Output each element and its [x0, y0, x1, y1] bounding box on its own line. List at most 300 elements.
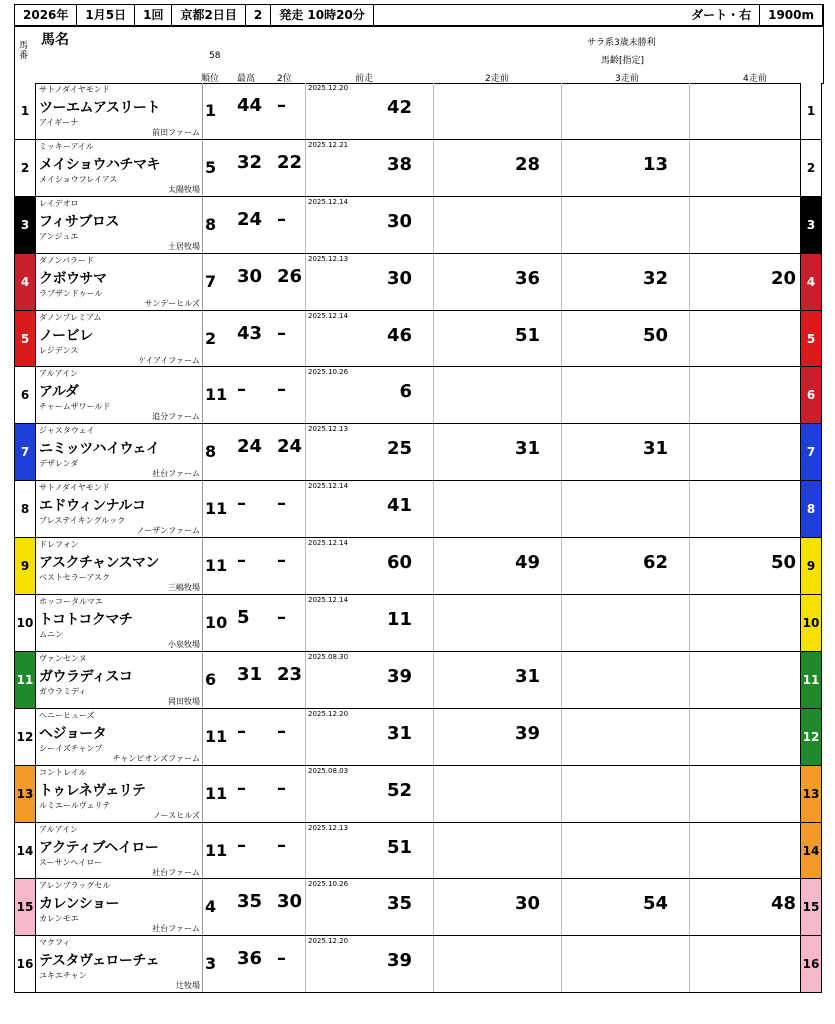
horse-name: ツーエムアスリート	[39, 100, 160, 116]
horse-table	[14, 83, 822, 993]
past-race	[305, 538, 434, 594]
speed-figure: 6	[399, 381, 412, 403]
horse-info	[37, 936, 203, 992]
speed-figure: 42	[386, 97, 412, 118]
col-second: 2位	[277, 74, 292, 84]
place: 京都2日目	[172, 5, 245, 25]
speed-figure: 39	[514, 722, 540, 744]
past-race	[561, 936, 690, 992]
second-figure: –	[277, 208, 286, 230]
col-horse-name: 馬名	[41, 32, 69, 48]
sire: ヴァンセンヌ	[39, 653, 87, 663]
past-race	[433, 311, 562, 367]
race-date: 2025.12.14	[308, 197, 349, 206]
rank: 11	[205, 783, 228, 803]
umaban: 15	[15, 879, 36, 935]
umaban: 11	[15, 652, 36, 708]
date: 1月5日	[77, 5, 135, 25]
dam: チャームザワールド	[39, 402, 111, 412]
breeder: 社台ファーム	[152, 469, 200, 479]
dam: メイショウフレイアス	[39, 174, 118, 184]
speed-figure: 62	[642, 552, 668, 574]
past-race	[689, 595, 818, 651]
rank: 5	[205, 157, 217, 177]
distance: 1900m	[760, 5, 823, 25]
umaban-right: 9	[800, 538, 821, 594]
kai: 1回	[135, 5, 172, 25]
table-row	[14, 197, 822, 254]
dam: プレステイキングルック	[39, 516, 126, 526]
past-race	[689, 766, 818, 822]
race-date: 2025.12.20	[308, 709, 349, 718]
sire: サトノダイヤモンド	[39, 85, 110, 94]
rank: 3	[205, 954, 217, 974]
breeder: 辻牧場	[176, 981, 200, 991]
race-date: 2025.10.26	[308, 880, 349, 889]
speed-figure: 48	[770, 893, 796, 915]
sire: アルアイン	[39, 369, 78, 379]
table-row	[14, 936, 822, 993]
rank: 6	[205, 669, 217, 689]
umaban-right: 7	[800, 424, 821, 480]
umaban-right: 10	[800, 595, 821, 651]
umaban-right: 8	[800, 481, 821, 537]
umaban: 1	[15, 83, 36, 139]
horse-name: メイショウハチマキ	[39, 156, 160, 173]
speed-figure: 41	[386, 495, 412, 517]
past-race	[689, 83, 818, 139]
second-figure: 23	[277, 663, 303, 685]
second-figure: –	[277, 777, 286, 799]
second-figure: –	[277, 550, 286, 572]
horse-info	[37, 879, 203, 935]
past-race	[561, 652, 690, 708]
speed-figure: 51	[514, 324, 540, 346]
dam: スーサンヘイロー	[39, 857, 103, 867]
best-figure: –	[237, 550, 246, 572]
second-figure: –	[277, 607, 286, 629]
dam: アンジュエ	[39, 231, 79, 241]
horse-info	[37, 83, 203, 139]
past-race	[433, 652, 562, 708]
best-figure: 30	[237, 265, 263, 287]
column-header	[14, 26, 824, 84]
past-race	[689, 879, 818, 935]
past-race	[305, 140, 434, 196]
second-figure: 26	[277, 265, 303, 287]
breeder: ノーザンファーム	[136, 526, 200, 536]
sire: サトノダイヤモンド	[39, 483, 110, 493]
sire: アルアイン	[39, 824, 78, 834]
table-row	[14, 709, 822, 766]
col-best: 最高	[237, 74, 256, 84]
horse-info	[37, 595, 203, 651]
past-race	[561, 197, 690, 253]
umaban-right: 11	[800, 652, 821, 708]
past-race	[305, 367, 434, 423]
speed-figure: 13	[642, 153, 668, 175]
past-race	[433, 538, 562, 594]
horse-info	[37, 197, 203, 253]
rank: 8	[205, 214, 217, 234]
breeder: 太陽牧場	[168, 184, 200, 194]
past-race	[433, 481, 562, 537]
umaban: 13	[15, 766, 36, 822]
col-prev3: 3走前	[615, 74, 639, 84]
second-figure: –	[277, 95, 286, 116]
speed-figure: 31	[514, 438, 540, 460]
second-figure: –	[277, 948, 286, 970]
second-figure: 22	[277, 151, 303, 173]
umaban-right: 3	[800, 197, 821, 253]
past-race	[433, 595, 562, 651]
sire: ミッキーアイル	[39, 141, 94, 151]
umaban-right: 12	[800, 709, 821, 765]
sire: レイデオロ	[39, 198, 79, 208]
breeder: 小泉牧場	[168, 640, 200, 650]
horse-info	[37, 709, 203, 765]
table-row	[14, 140, 822, 197]
sire: ホッコータルマエ	[39, 597, 103, 607]
past-race	[689, 538, 818, 594]
sire: ダノンバラード	[39, 255, 94, 265]
past-race	[433, 83, 562, 139]
col-rank: 順位	[201, 74, 220, 84]
breeder: 土居牧場	[168, 241, 200, 251]
best-figure: 44	[237, 95, 263, 116]
speed-figure: 35	[386, 893, 412, 915]
race-date: 2025.12.14	[308, 482, 349, 491]
dam: デザレンダ	[39, 459, 79, 469]
breeder: サンデーヒルズ	[144, 298, 200, 308]
race-date: 2025.10.26	[308, 368, 349, 377]
speed-figure: 50	[642, 324, 668, 346]
col-prev4: 4走前	[743, 74, 767, 84]
past-race	[433, 823, 562, 879]
horse-name: アクティブヘイロー	[39, 839, 159, 856]
past-race	[305, 879, 434, 935]
horse-name: クボウサマ	[39, 270, 107, 287]
second-figure: –	[277, 834, 286, 856]
best-figure: 5	[237, 607, 250, 629]
best-figure: –	[237, 834, 246, 856]
horse-info	[37, 254, 203, 310]
speed-figure: 39	[386, 950, 412, 972]
start-time: 発走 10時20分	[271, 5, 374, 25]
second-figure: 30	[277, 891, 303, 913]
table-row	[14, 311, 822, 368]
table-row	[14, 538, 822, 595]
speed-figure: 54	[642, 893, 668, 915]
best-figure: 32	[237, 151, 263, 173]
race-date: 2025.12.14	[308, 311, 349, 320]
best-figure: 35	[237, 891, 263, 913]
rank: 8	[205, 442, 217, 462]
umaban: 14	[15, 823, 36, 879]
sire: ドレフォン	[39, 540, 79, 550]
best-figure: –	[237, 379, 246, 401]
past-race	[561, 595, 690, 651]
rank: 4	[205, 897, 217, 917]
table-row	[14, 254, 822, 311]
umaban: 8	[15, 481, 36, 537]
horse-name: トゥレネヴェリテ	[39, 782, 146, 799]
dam: レジデンス	[39, 345, 79, 355]
umaban: 9	[15, 538, 36, 594]
horse-name: アスクチャンスマン	[39, 555, 159, 572]
sire: コントレイル	[39, 767, 87, 777]
race-header	[14, 4, 824, 26]
table-row	[14, 766, 822, 823]
horse-info	[37, 424, 203, 480]
breeder: ノースヒルズ	[152, 810, 200, 820]
dam: ラブザンドゥール	[39, 288, 103, 298]
past-race	[689, 367, 818, 423]
past-race	[305, 83, 434, 139]
sire: ヘニーヒューズ	[39, 710, 95, 720]
past-race	[561, 254, 690, 310]
umaban: 5	[15, 311, 36, 367]
umaban-right: 15	[800, 879, 821, 935]
speed-figure: 46	[386, 324, 412, 346]
past-race	[433, 766, 562, 822]
table-row	[14, 424, 822, 481]
past-race	[689, 709, 818, 765]
dam: ユキエチャン	[39, 971, 87, 981]
best-figure: 36	[237, 948, 263, 970]
speed-figure: 30	[386, 267, 412, 289]
dam: ムニン	[39, 630, 63, 640]
rank: 2	[205, 328, 217, 348]
umaban: 6	[15, 367, 36, 423]
table-row	[14, 367, 822, 424]
past-race	[689, 254, 818, 310]
dam: カレンモエ	[39, 914, 79, 924]
horse-info	[37, 766, 203, 822]
col-prev: 前走	[355, 74, 374, 84]
past-race	[305, 709, 434, 765]
speed-figure: 52	[386, 779, 412, 801]
past-race	[433, 254, 562, 310]
sire: ダノンプレミアム	[39, 312, 102, 322]
speed-figure: 11	[386, 609, 412, 631]
past-race	[433, 197, 562, 253]
umaban-right: 4	[800, 254, 821, 310]
best-figure: 24	[237, 436, 263, 458]
race-date: 2025.12.21	[308, 140, 349, 149]
past-race	[305, 424, 434, 480]
past-race	[689, 652, 818, 708]
umaban-right: 5	[800, 311, 821, 367]
past-race	[305, 936, 434, 992]
table-row	[14, 879, 822, 936]
horse-info	[37, 538, 203, 594]
race-date: 2025.12.13	[308, 823, 349, 832]
umaban: 7	[15, 424, 36, 480]
horse-name: トコトコクマチ	[39, 612, 133, 629]
past-race	[433, 936, 562, 992]
table-row	[14, 83, 822, 140]
speed-figure: 30	[386, 210, 412, 232]
speed-figure: 50	[770, 552, 796, 574]
past-race	[433, 367, 562, 423]
race-date: 2025.12.13	[308, 425, 349, 434]
umaban-right: 16	[800, 936, 821, 992]
rank: 11	[205, 726, 228, 746]
race-class: サラ系3歳未勝利	[587, 38, 656, 48]
best-figure: 43	[237, 322, 263, 344]
past-race	[561, 538, 690, 594]
horse-name: アルダ	[39, 384, 79, 401]
table-row	[14, 595, 822, 652]
speed-figure: 31	[514, 665, 540, 687]
race-date: 2025.12.20	[308, 84, 349, 92]
umaban: 10	[15, 595, 36, 651]
race-condition: 馬齢[指定]	[601, 56, 645, 66]
breeder: 前田ファーム	[152, 128, 200, 137]
horse-name: テスタヴェローチェ	[39, 953, 159, 970]
umaban-right: 6	[800, 367, 821, 423]
table-row	[14, 823, 822, 880]
past-race	[561, 367, 690, 423]
past-race	[305, 766, 434, 822]
horse-name: ヘジョータ	[39, 725, 107, 742]
horse-info	[37, 140, 203, 196]
umaban: 2	[15, 140, 36, 196]
speed-figure: 25	[386, 438, 412, 460]
speed-figure: 49	[514, 552, 540, 574]
standard-value: 58	[209, 51, 221, 61]
breeder: 社台ファーム	[152, 924, 200, 934]
sire: マクフィ	[39, 938, 71, 948]
race-date: 2025.08.03	[308, 766, 349, 775]
past-race	[689, 197, 818, 253]
dam: ベストセラーアスク	[39, 573, 111, 583]
horse-info	[37, 823, 203, 879]
rank: 11	[205, 556, 228, 576]
past-race	[305, 595, 434, 651]
horse-info	[37, 652, 203, 708]
rank: 11	[205, 385, 228, 405]
horse-name: カレンショー	[39, 896, 120, 913]
col-umaban: 馬番	[19, 41, 29, 61]
past-race	[561, 83, 690, 139]
horse-name: エドウィンナルコ	[39, 498, 146, 515]
dam: アイギーナ	[39, 118, 79, 127]
umaban-right: 14	[800, 823, 821, 879]
past-race	[433, 140, 562, 196]
breeder: 三嶋牧場	[168, 583, 200, 593]
past-race	[305, 311, 434, 367]
race-date: 2025.12.14	[308, 539, 349, 548]
past-race	[433, 879, 562, 935]
breeder: 岡田牧場	[168, 696, 200, 706]
rank: 7	[205, 271, 217, 291]
past-race	[305, 823, 434, 879]
table-row	[14, 481, 822, 538]
speed-figure: 30	[514, 893, 540, 915]
sire: アレンブラッグセル	[39, 881, 111, 891]
past-race	[305, 652, 434, 708]
second-figure: 24	[277, 436, 303, 458]
horse-name: ニミッツハイウェイ	[39, 441, 160, 458]
speed-figure: 28	[514, 153, 540, 175]
horse-info	[37, 367, 203, 423]
race-date: 2025.12.14	[308, 596, 349, 605]
past-race	[689, 140, 818, 196]
past-race	[561, 823, 690, 879]
dam: シーイズチャンプ	[39, 743, 103, 753]
past-race	[305, 197, 434, 253]
horse-name: フィサブロス	[39, 213, 119, 230]
past-race	[561, 424, 690, 480]
umaban: 16	[15, 936, 36, 992]
dam: ルミエールヴェリテ	[39, 800, 111, 810]
race-date: 2025.08.30	[308, 652, 349, 661]
best-figure: –	[237, 493, 246, 515]
race-date: 2025.12.20	[308, 937, 349, 946]
best-figure: –	[237, 720, 246, 742]
horse-info	[37, 481, 203, 537]
best-figure: 31	[237, 663, 263, 685]
race-date: 2025.12.13	[308, 254, 349, 263]
past-race	[433, 709, 562, 765]
past-race	[561, 140, 690, 196]
rank: 10	[205, 613, 228, 633]
past-race	[561, 766, 690, 822]
past-race	[689, 481, 818, 537]
speed-figure: 51	[386, 836, 412, 858]
dam: ガウラミディ	[39, 686, 87, 696]
rank: 11	[205, 499, 228, 519]
past-race	[561, 879, 690, 935]
umaban-right: 1	[800, 83, 821, 139]
past-race	[689, 823, 818, 879]
speed-figure: 39	[386, 665, 412, 687]
col-prev2: 2走前	[485, 74, 509, 84]
past-race	[305, 254, 434, 310]
course: ダート・右	[683, 5, 760, 25]
horse-name: ノービレ	[39, 327, 93, 344]
breeder: 追分ファーム	[152, 412, 200, 422]
past-race	[689, 936, 818, 992]
past-race	[689, 424, 818, 480]
table-row	[14, 652, 822, 709]
rank: 1	[205, 101, 217, 120]
breeder: ケイアイファーム	[137, 355, 200, 365]
umaban: 12	[15, 709, 36, 765]
second-figure: –	[277, 493, 286, 515]
second-figure: –	[277, 720, 286, 742]
race-number: 2	[246, 5, 271, 25]
past-race	[689, 311, 818, 367]
second-figure: –	[277, 322, 286, 344]
best-figure: 24	[237, 208, 263, 230]
speed-figure: 38	[386, 153, 412, 175]
horse-name: ガウラディスコ	[39, 668, 133, 685]
past-race	[433, 424, 562, 480]
speed-figure: 31	[386, 722, 412, 744]
horse-info	[37, 311, 203, 367]
speed-figure: 31	[642, 438, 668, 460]
speed-figure: 60	[386, 552, 412, 574]
past-race	[305, 481, 434, 537]
umaban: 4	[15, 254, 36, 310]
best-figure: –	[237, 777, 246, 799]
umaban-right: 2	[800, 140, 821, 196]
speed-figure: 20	[770, 267, 796, 289]
second-figure: –	[277, 379, 286, 401]
